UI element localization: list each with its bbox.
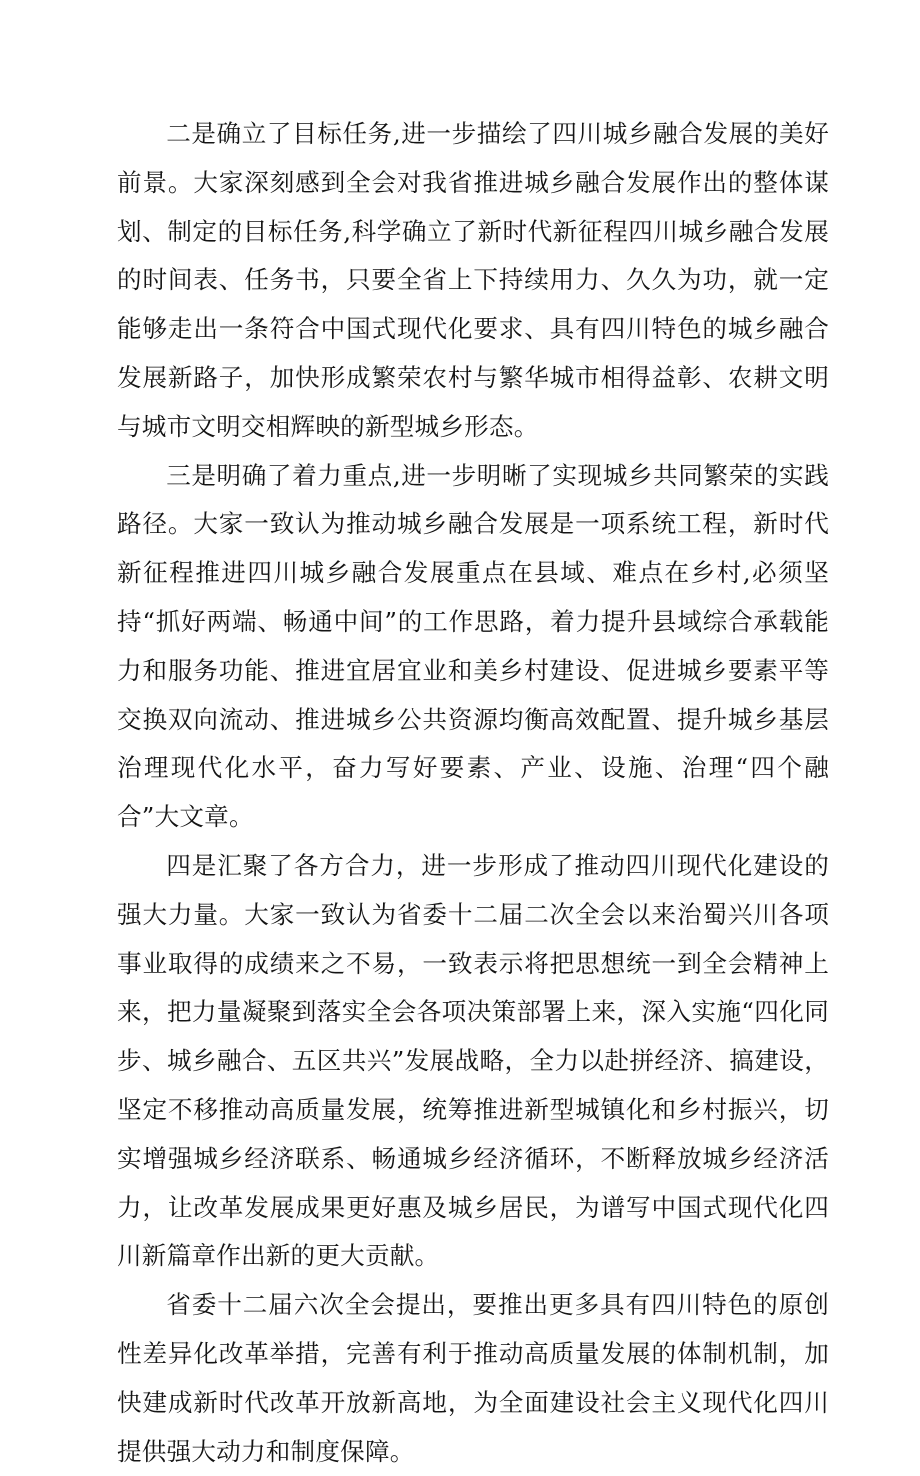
paragraph-reform: 省委十二届六次全会提出，要推出更多具有四川特色的原创性差异化改革举措，完善有利于推动高质量发展的体制机制，加快建成新时代改革开放新高地，为全面建设社会主义现代化四川提供强大动力和制度保障。 xyxy=(117,1290,829,1466)
paragraph-synergy: 四是汇聚了各方合力，进一步形成了推动四川现代化建设的强大力量。大家一致认为省委十二届二次全会以来治蜀兴川各项事业取得的成绩来之不易，一致表示将把思想统一到全会精神上来，把力量凝聚到落实全会各项决策部署上来，深入实施“四化同步、城乡融合、五区共兴”发展战略，全力以赴拼经济、搞建设，坚定不移推动高质量发展，统筹推进新型城镇化和乡村振兴，切实增强城乡经济联系、畅通城乡经济循环，不断释放城乡经济活力，让改革发展成果更好惠及城乡居民，为谱写中国式现代化四川新篇章作出新的更大贡献。 xyxy=(117,850,829,1271)
document-page xyxy=(117,110,829,1476)
paragraph-goals: 二是确立了目标任务,进一步描绘了四川城乡融合发展的美好前景。大家深刻感到全会对我省推进城乡融合发展作出的整体谋划、制定的目标任务,科学确立了新时代新征程四川城乡融合发展的时间表、任务书，只要全省上下持续用力、久久为功，就一定能够走出一条符合中国式现代化要求、具有四川特色的城乡融合发展新路子，加快形成繁荣农村与繁华城市相得益彰、农耕文明与城市文明交相辉映的新型城乡形态。 xyxy=(117,119,829,441)
paragraph-priorities: 三是明确了着力重点,进一步明晰了实现城乡共同繁荣的实践路径。大家一致认为推动城乡融合发展是一项系统工程，新时代新征程推进四川城乡融合发展重点在县域、难点在乡村,必须坚持“抓好两端、畅通中间”的工作思路，着力提升县域综合承载能力和服务功能、推进宜居宜业和美乡村建设、促进城乡要素平等交换双向流动、推进城乡公共资源均衡高效配置、提升城乡基层治理现代化水平，奋力写好要素、产业、设施、治理“四个融合”大文章。 xyxy=(117,460,829,832)
